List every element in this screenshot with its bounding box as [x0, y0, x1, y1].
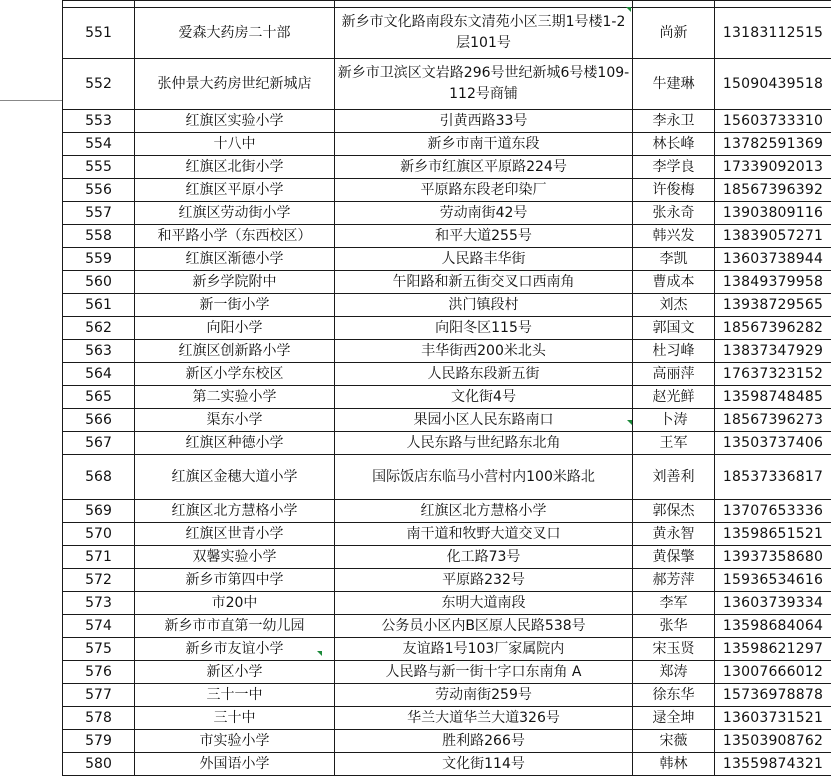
row-address[interactable]: 劳动南街259号	[335, 684, 633, 707]
table-row	[63, 294, 831, 317]
row-number[interactable]: 555	[63, 156, 135, 179]
row-contact[interactable]: 郝芳萍	[633, 569, 715, 592]
row-name[interactable]: 三十一中	[135, 684, 335, 707]
row-contact[interactable]: 郭保杰	[633, 500, 715, 523]
row-number[interactable]: 577	[63, 684, 135, 707]
row-address[interactable]: 新乡市红旗区平原路224号	[335, 156, 633, 179]
table-row	[63, 500, 831, 523]
row-contact[interactable]: 韩林	[633, 753, 715, 776]
row-name[interactable]: 和平路小学（东西校区）	[135, 225, 335, 248]
row-address[interactable]: 和平大道255号	[335, 225, 633, 248]
table-row	[63, 638, 831, 661]
table-row	[63, 386, 831, 409]
row-address[interactable]: 平原路232号	[335, 569, 633, 592]
row-number[interactable]: 551	[63, 8, 135, 59]
table-row	[63, 707, 831, 730]
table-row	[63, 592, 831, 615]
row-address[interactable]: 文化街4号	[335, 386, 633, 409]
table-row	[63, 133, 831, 156]
row-phone[interactable]: 13503737406	[715, 432, 831, 455]
row-phone[interactable]: 13503908762	[715, 730, 831, 753]
row-address[interactable]: 果园小区人民东路南口	[335, 409, 633, 432]
row-number[interactable]: 575	[63, 638, 135, 661]
row-phone[interactable]: 13559874321	[715, 753, 831, 776]
row-contact[interactable]: 许俊梅	[633, 179, 715, 202]
row-phone[interactable]: 13598684064	[715, 615, 831, 638]
row-contact[interactable]: 逯全坤	[633, 707, 715, 730]
pharmacy-school-table	[62, 0, 831, 776]
row-contact[interactable]: 李永卫	[633, 110, 715, 133]
row-address[interactable]: 新乡市南干道东段	[335, 133, 633, 156]
row-number[interactable]: 571	[63, 546, 135, 569]
row-contact[interactable]: 卜涛	[633, 409, 715, 432]
row-contact[interactable]: 韩兴发	[633, 225, 715, 248]
row-contact[interactable]: 王军	[633, 432, 715, 455]
row-contact[interactable]: 郭国文	[633, 317, 715, 340]
row-phone[interactable]: 13603738944	[715, 248, 831, 271]
row-contact[interactable]: 赵光鲜	[633, 386, 715, 409]
row-name[interactable]: 市20中	[135, 592, 335, 615]
table-row	[63, 110, 831, 133]
row-name[interactable]: 新乡市市直第一幼儿园	[135, 615, 335, 638]
row-phone[interactable]: 13603739334	[715, 592, 831, 615]
row-phone[interactable]: 13938729565	[715, 294, 831, 317]
row-contact[interactable]: 李学良	[633, 156, 715, 179]
row-name[interactable]: 张仲景大药房世纪新城店	[135, 59, 335, 110]
row-address[interactable]: 华兰大道华兰大道326号	[335, 707, 633, 730]
table-row	[63, 317, 831, 340]
table-row	[63, 225, 831, 248]
row-name[interactable]: 外国语小学	[135, 753, 335, 776]
spacer-cell	[633, 1, 715, 8]
row-contact[interactable]: 徐东华	[633, 684, 715, 707]
row-address[interactable]: 胜利路266号	[335, 730, 633, 753]
comment-indicator-icon	[317, 651, 322, 656]
row-name[interactable]: 红旗区劳动街小学	[135, 202, 335, 225]
row-phone[interactable]: 13598651521	[715, 523, 831, 546]
row-number[interactable]: 580	[63, 753, 135, 776]
table-row	[63, 248, 831, 271]
table-row	[63, 363, 831, 386]
row-address[interactable]: 化工路73号	[335, 546, 633, 569]
row-name[interactable]: 渠东小学	[135, 409, 335, 432]
row-phone[interactable]: 18567396282	[715, 317, 831, 340]
row-number[interactable]: 553	[63, 110, 135, 133]
row-number[interactable]: 558	[63, 225, 135, 248]
row-phone[interactable]: 13707653336	[715, 500, 831, 523]
row-address[interactable]: 红旗区北方慧格小学	[335, 500, 633, 523]
row-phone[interactable]: 15736978878	[715, 684, 831, 707]
table-row	[63, 753, 831, 776]
row-address[interactable]: 向阳冬区115号	[335, 317, 633, 340]
row-name[interactable]: 新一街小学	[135, 294, 335, 317]
row-phone[interactable]: 13839057271	[715, 225, 831, 248]
table-row	[63, 615, 831, 638]
comment-indicator-icon	[627, 420, 632, 425]
row-number[interactable]: 559	[63, 248, 135, 271]
top-spacer-row	[63, 1, 831, 8]
row-address[interactable]: 新乡市文化路南段东文清苑小区三期1号楼1-2层101号	[335, 8, 633, 59]
row-contact[interactable]: 尚新	[633, 8, 715, 59]
row-name[interactable]: 新乡市友谊小学	[135, 638, 335, 661]
row-name[interactable]: 向阳小学	[135, 317, 335, 340]
row-number[interactable]: 574	[63, 615, 135, 638]
row-number[interactable]: 570	[63, 523, 135, 546]
row-address[interactable]: 国际饭店东临马小营村内100米路北	[335, 455, 633, 500]
row-name[interactable]: 新区小学东校区	[135, 363, 335, 386]
row-address[interactable]: 人民路东段新五街	[335, 363, 633, 386]
row-phone[interactable]: 13598621297	[715, 638, 831, 661]
row-number[interactable]: 569	[63, 500, 135, 523]
row-contact[interactable]: 黄永智	[633, 523, 715, 546]
row-name[interactable]: 红旗区北街小学	[135, 156, 335, 179]
row-contact[interactable]: 黄保擎	[633, 546, 715, 569]
row-number[interactable]: 554	[63, 133, 135, 156]
row-name[interactable]: 新乡市第四中学	[135, 569, 335, 592]
row-phone[interactable]: 13603731521	[715, 707, 831, 730]
row-address[interactable]: 东明大道南段	[335, 592, 633, 615]
table-row	[63, 546, 831, 569]
row-number[interactable]: 560	[63, 271, 135, 294]
row-name[interactable]: 红旗区种德小学	[135, 432, 335, 455]
row-address[interactable]: 新乡市卫滨区文岩路296号世纪新城6号楼109-112号商铺	[335, 59, 633, 110]
row-number[interactable]: 578	[63, 707, 135, 730]
row-number[interactable]: 561	[63, 294, 135, 317]
table-row	[63, 569, 831, 592]
row-contact[interactable]: 李凯	[633, 248, 715, 271]
row-phone[interactable]: 13903809116	[715, 202, 831, 225]
row-name[interactable]: 红旗区创新路小学	[135, 340, 335, 363]
row-phone[interactable]: 18567396392	[715, 179, 831, 202]
row-number[interactable]: 563	[63, 340, 135, 363]
row-address[interactable]: 友谊路1号103厂家属院内	[335, 638, 633, 661]
row-name[interactable]: 红旗区实验小学	[135, 110, 335, 133]
table-row	[63, 202, 831, 225]
table-row	[63, 156, 831, 179]
row-number[interactable]: 572	[63, 569, 135, 592]
row-address[interactable]: 人民路丰华街	[335, 248, 633, 271]
row-phone[interactable]: 13937358680	[715, 546, 831, 569]
row-address[interactable]: 文化街114号	[335, 753, 633, 776]
row-contact[interactable]: 牛建琳	[633, 59, 715, 110]
row-number[interactable]: 568	[63, 455, 135, 500]
row-address[interactable]: 人民东路与世纪路东北角	[335, 432, 633, 455]
row-number[interactable]: 565	[63, 386, 135, 409]
row-name[interactable]: 新区小学	[135, 661, 335, 684]
table-row	[63, 455, 831, 500]
row-phone[interactable]: 15603733310	[715, 110, 831, 133]
table-row	[63, 409, 831, 432]
row-address[interactable]: 平原路东段老印染厂	[335, 179, 633, 202]
table-row	[63, 340, 831, 363]
row-number[interactable]: 557	[63, 202, 135, 225]
table-row	[63, 730, 831, 753]
table-row	[63, 523, 831, 546]
row-phone[interactable]: 13849379958	[715, 271, 831, 294]
row-address[interactable]: 劳动南街42号	[335, 202, 633, 225]
table-row	[63, 59, 831, 110]
row-contact[interactable]: 高丽萍	[633, 363, 715, 386]
row-number[interactable]: 576	[63, 661, 135, 684]
table-row	[63, 661, 831, 684]
row-address[interactable]: 丰华街西200米北头	[335, 340, 633, 363]
row-phone[interactable]: 17637323152	[715, 363, 831, 386]
row-contact[interactable]: 郑涛	[633, 661, 715, 684]
spacer-cell	[135, 1, 335, 8]
row-contact[interactable]: 曹成本	[633, 271, 715, 294]
row-number[interactable]: 552	[63, 59, 135, 110]
row-address[interactable]: 午阳路和新五街交叉口西南角	[335, 271, 633, 294]
table-row	[63, 179, 831, 202]
spreadsheet-area	[62, 0, 831, 776]
row-phone[interactable]: 18537336817	[715, 455, 831, 500]
row-contact[interactable]: 刘杰	[633, 294, 715, 317]
row-name[interactable]: 十八中	[135, 133, 335, 156]
row-number[interactable]: 556	[63, 179, 135, 202]
row-phone[interactable]: 13837347929	[715, 340, 831, 363]
row-name[interactable]: 红旗区渐德小学	[135, 248, 335, 271]
row-contact[interactable]: 李军	[633, 592, 715, 615]
row-phone[interactable]: 18567396273	[715, 409, 831, 432]
row-phone[interactable]: 13183112515	[715, 8, 831, 59]
row-address[interactable]: 洪门镇段村	[335, 294, 633, 317]
row-phone[interactable]: 17339092013	[715, 156, 831, 179]
row-name[interactable]: 红旗区世青小学	[135, 523, 335, 546]
left-frame-line-1	[0, 100, 62, 101]
spacer-cell	[63, 1, 135, 8]
row-address[interactable]: 南干道和牧野大道交叉口	[335, 523, 633, 546]
spacer-cell	[335, 1, 633, 8]
table-body	[63, 1, 831, 776]
table-row	[63, 271, 831, 294]
spacer-cell	[715, 1, 831, 8]
row-contact[interactable]: 宋玉贤	[633, 638, 715, 661]
row-address[interactable]: 引黄西路33号	[335, 110, 633, 133]
row-phone[interactable]: 15936534616	[715, 569, 831, 592]
row-contact[interactable]: 林长峰	[633, 133, 715, 156]
row-contact[interactable]: 宋薇	[633, 730, 715, 753]
row-name[interactable]: 双馨实验小学	[135, 546, 335, 569]
row-name[interactable]: 新乡学院附中	[135, 271, 335, 294]
table-row	[63, 684, 831, 707]
row-phone[interactable]: 13007666012	[715, 661, 831, 684]
row-number[interactable]: 562	[63, 317, 135, 340]
row-number[interactable]: 566	[63, 409, 135, 432]
row-address[interactable]: 公务员小区内B区原人民路538号	[335, 615, 633, 638]
row-address[interactable]: 人民路与新一街十字口东南角 A	[335, 661, 633, 684]
row-number[interactable]: 567	[63, 432, 135, 455]
row-contact[interactable]: 杜习峰	[633, 340, 715, 363]
row-name[interactable]: 红旗区金穗大道小学	[135, 455, 335, 500]
row-name[interactable]: 第二实验小学	[135, 386, 335, 409]
row-name[interactable]: 红旗区平原小学	[135, 179, 335, 202]
row-phone[interactable]: 15090439518	[715, 59, 831, 110]
row-contact[interactable]: 张永奇	[633, 202, 715, 225]
row-contact[interactable]: 刘善利	[633, 455, 715, 500]
row-name[interactable]: 市实验小学	[135, 730, 335, 753]
row-contact[interactable]: 张华	[633, 615, 715, 638]
row-name[interactable]: 三十中	[135, 707, 335, 730]
table-row	[63, 432, 831, 455]
row-number[interactable]: 564	[63, 363, 135, 386]
row-number[interactable]: 579	[63, 730, 135, 753]
comment-indicator-icon	[626, 7, 631, 12]
row-number[interactable]: 573	[63, 592, 135, 615]
row-phone[interactable]: 13598748485	[715, 386, 831, 409]
table-row	[63, 8, 831, 59]
row-phone[interactable]: 13782591369	[715, 133, 831, 156]
row-name[interactable]: 爱森大药房二十部	[135, 8, 335, 59]
row-name[interactable]: 红旗区北方慧格小学	[135, 500, 335, 523]
